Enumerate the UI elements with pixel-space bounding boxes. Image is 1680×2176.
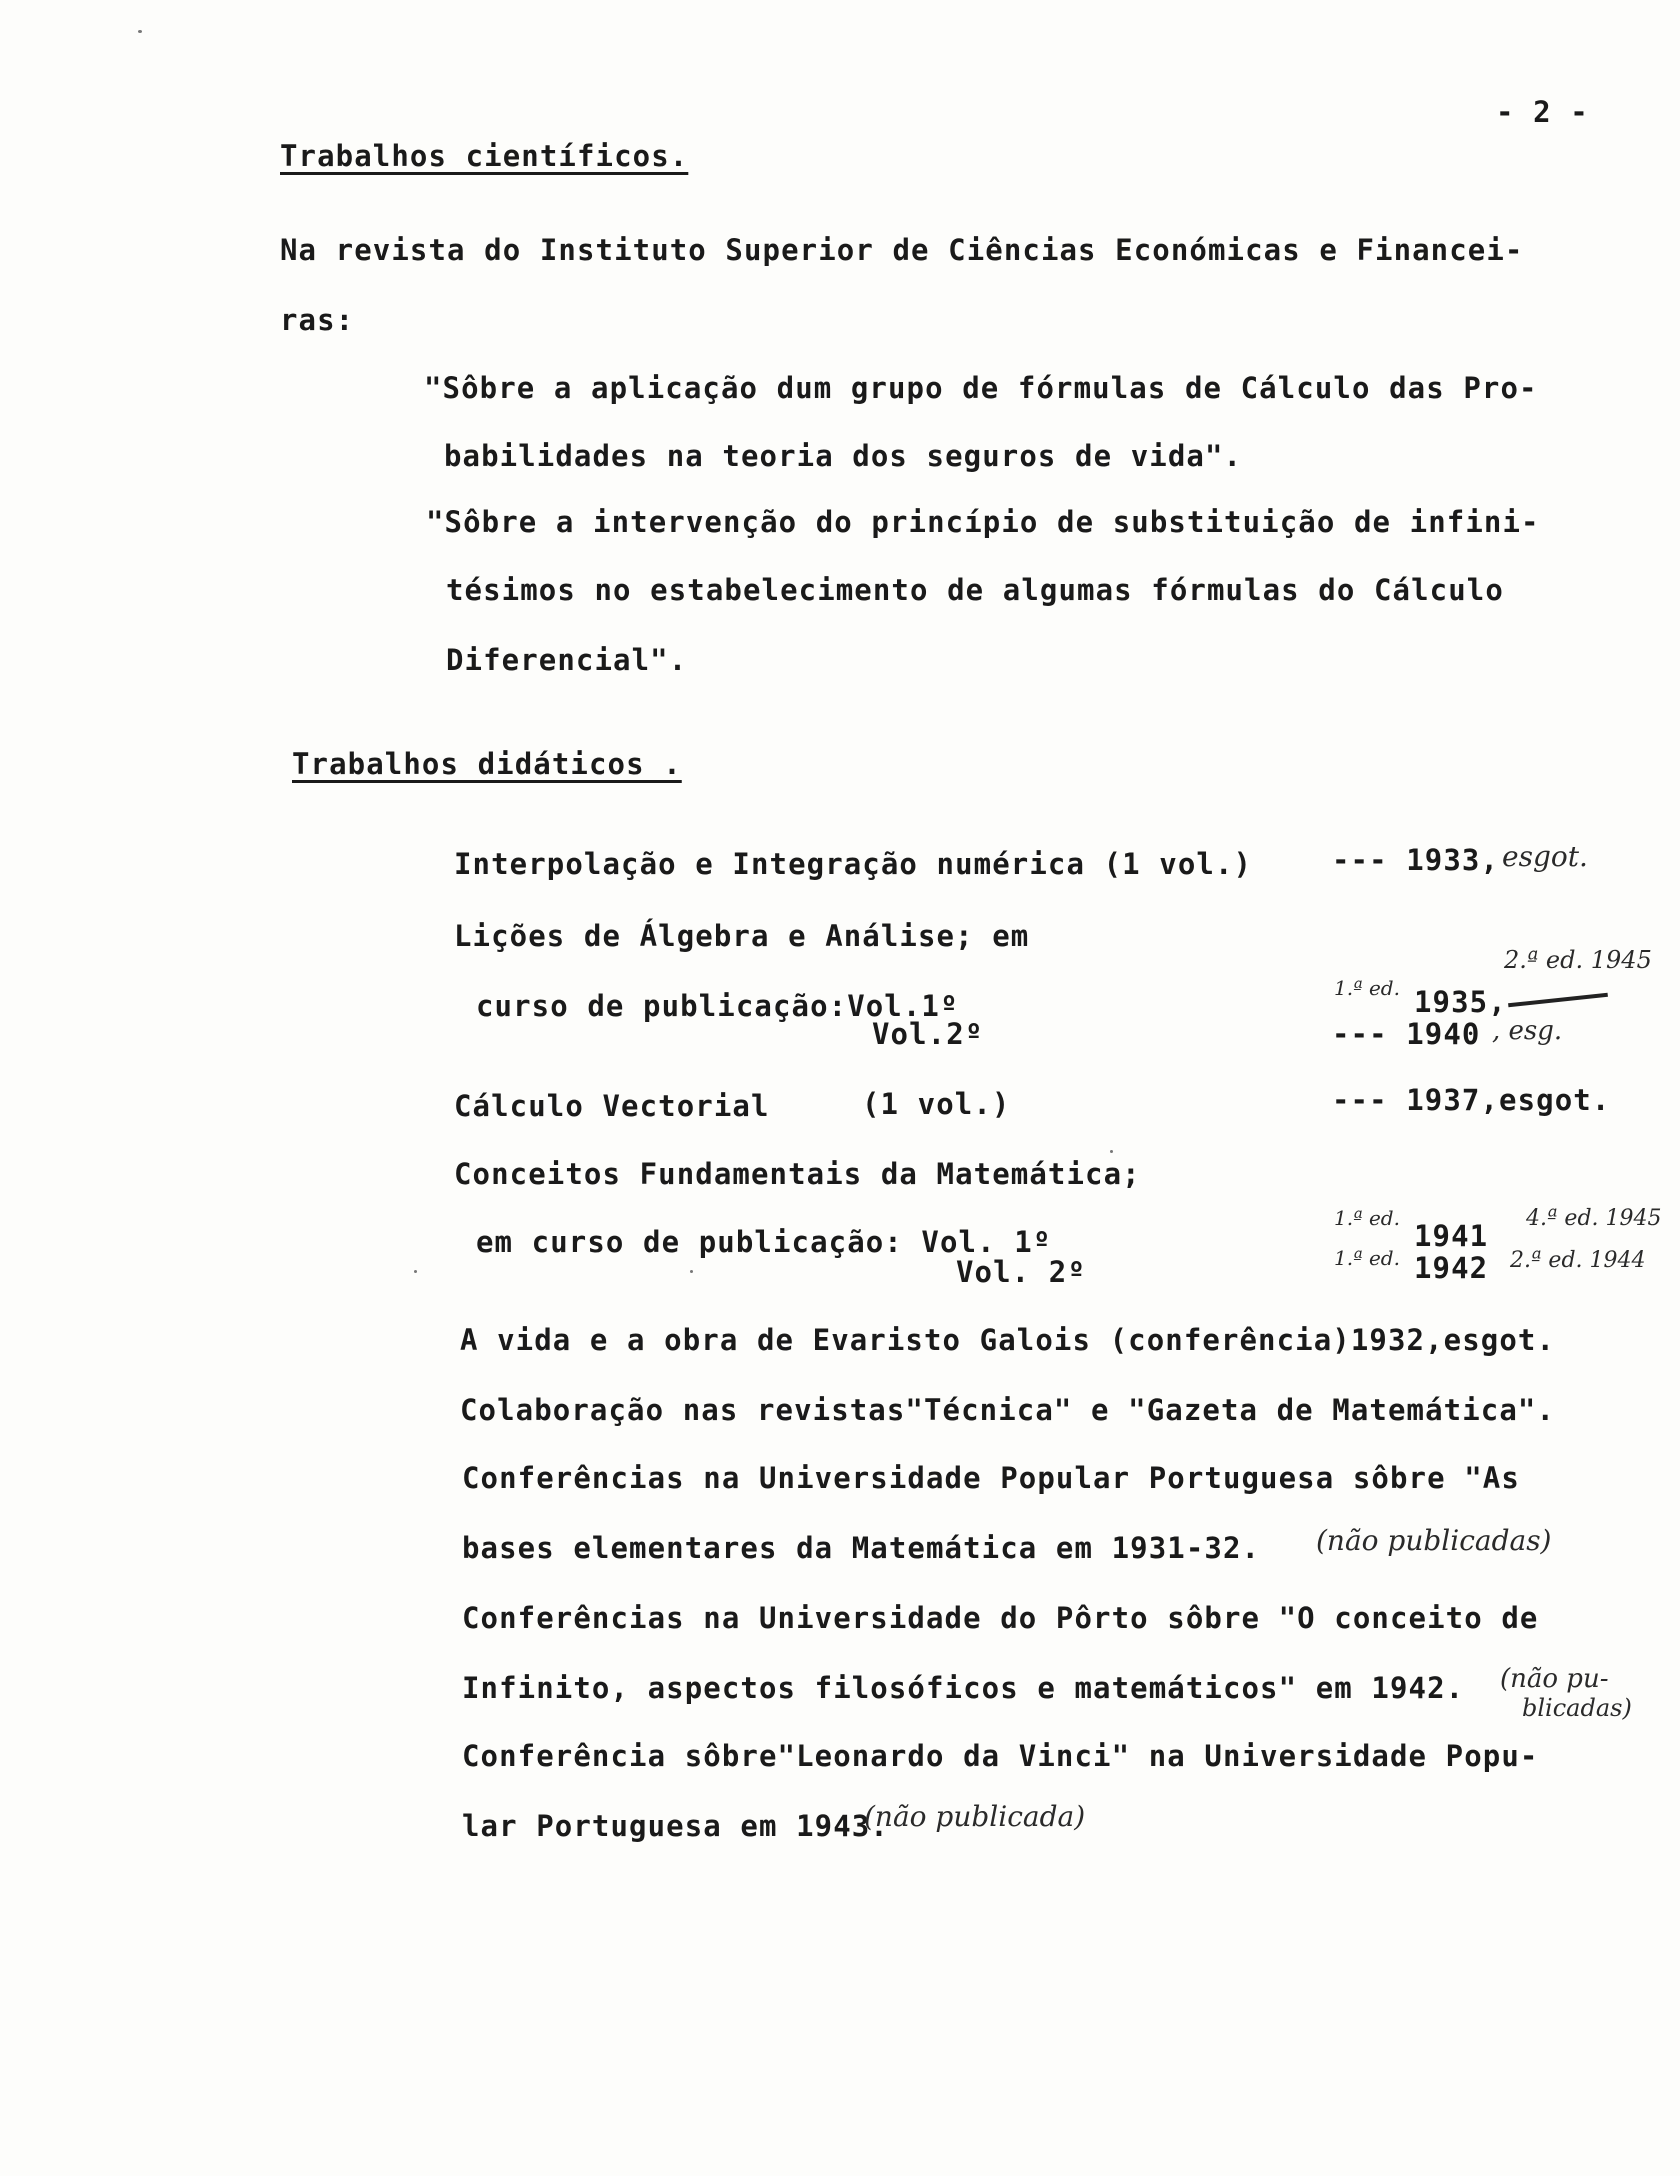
interpolacao-handwritten-note: esgot. [1502, 840, 1588, 873]
conceitos-fourth-edition-note: 4.ª ed. 1945 [1526, 1206, 1662, 1231]
conf-porto-line: Conferências na Universidade do Pôrto sôbre "O conceito de [462, 1601, 1539, 1635]
conf-porto-line: Infinito, aspectos filosóficos e matemáticos" em 1942. [462, 1671, 1465, 1705]
conceitos-year-2: 1942 [1414, 1251, 1489, 1285]
scan-speck [1110, 1150, 1113, 1153]
conf-vinci-line: Conferência sôbre"Leonardo da Vinci" na Universidade Popu- [462, 1739, 1539, 1773]
calculo-vectorial-year: --- 1937,esgot. [1332, 1083, 1611, 1117]
article-2-line: tésimos no estabelecimento de algumas fórmulas do Cálculo [446, 573, 1504, 607]
conceitos-title: Conceitos Fundamentais da Matemática; [454, 1157, 1141, 1191]
collaboration-journals: Colaboração nas revistas"Técnica" e "Gazeta de Matemática". [460, 1393, 1556, 1427]
scientific-intro-line: ras: [280, 303, 355, 337]
conceitos-second-edition-note: 2.ª ed. 1944 [1510, 1248, 1646, 1273]
page-number: - 2 - [1496, 95, 1589, 129]
conceitos-vol2: Vol. 2º [956, 1255, 1086, 1289]
conf-popular-handwritten-note: (não publicadas) [1316, 1524, 1552, 1557]
conf-popular-line: bases elementares da Matemática em 1931-32. [462, 1531, 1261, 1565]
licoes-first-edition-mark: 1.ª ed. [1334, 976, 1400, 1000]
conf-porto-handwritten-note: blicadas) [1522, 1694, 1632, 1722]
article-1-line: "Sôbre a aplicação dum grupo de fórmulas de Cálculo das Pro- [424, 371, 1538, 405]
conceitos-vol1: em curso de publicação: Vol. 1º [476, 1225, 1052, 1259]
licoes-year-1: 1935, [1414, 985, 1507, 1019]
licoes-year-2: --- 1940 [1332, 1017, 1481, 1051]
calculo-vectorial-volume: (1 vol.) [862, 1087, 1011, 1121]
article-2-line: Diferencial". [446, 643, 688, 677]
crossed-out-word [1508, 993, 1608, 1007]
conf-porto-handwritten-note: (não pu- [1500, 1664, 1609, 1694]
conceitos-first-edition-mark: 1.ª ed. [1334, 1246, 1400, 1270]
interpolacao-year: --- 1933, [1332, 843, 1500, 877]
calculo-vectorial-title: Cálculo Vectorial [454, 1089, 770, 1123]
scientific-works-heading: Trabalhos científicos. [280, 139, 689, 173]
scan-speck [138, 30, 142, 33]
conceitos-first-edition-mark: 1.ª ed. [1334, 1206, 1400, 1230]
interpolacao-title: Interpolação e Integração numérica (1 vol.) [454, 847, 1253, 881]
galois-conference: A vida e a obra de Evaristo Galois (conferência)1932,esgot. [460, 1323, 1556, 1357]
conceitos-year-1: 1941 [1414, 1219, 1489, 1253]
conf-vinci-handwritten-note: (não publicada) [864, 1800, 1086, 1833]
article-1-line: babilidades na teoria dos seguros de vida". [444, 439, 1243, 473]
conf-vinci-line: lar Portuguesa em 1943. [462, 1809, 889, 1843]
didactic-works-heading: Trabalhos didáticos . [292, 747, 682, 781]
conf-popular-line: Conferências na Universidade Popular Portuguesa sôbre "As [462, 1461, 1520, 1495]
licoes-second-edition-note: 2.ª ed. 1945 [1504, 946, 1652, 974]
article-2-line: "Sôbre a intervenção do princípio de substituição de infini- [426, 505, 1540, 539]
licoes-title: Lições de Álgebra e Análise; em [454, 919, 1030, 953]
licoes-vol1: curso de publicação:Vol.1º [476, 989, 959, 1023]
licoes-year-2-note: , esg. [1492, 1016, 1563, 1046]
scan-speck [690, 1270, 693, 1273]
scientific-intro-line: Na revista do Instituto Superior de Ciências Económicas e Financei- [280, 233, 1524, 267]
scan-speck [414, 1270, 417, 1273]
licoes-vol2: Vol.2º [872, 1017, 984, 1051]
